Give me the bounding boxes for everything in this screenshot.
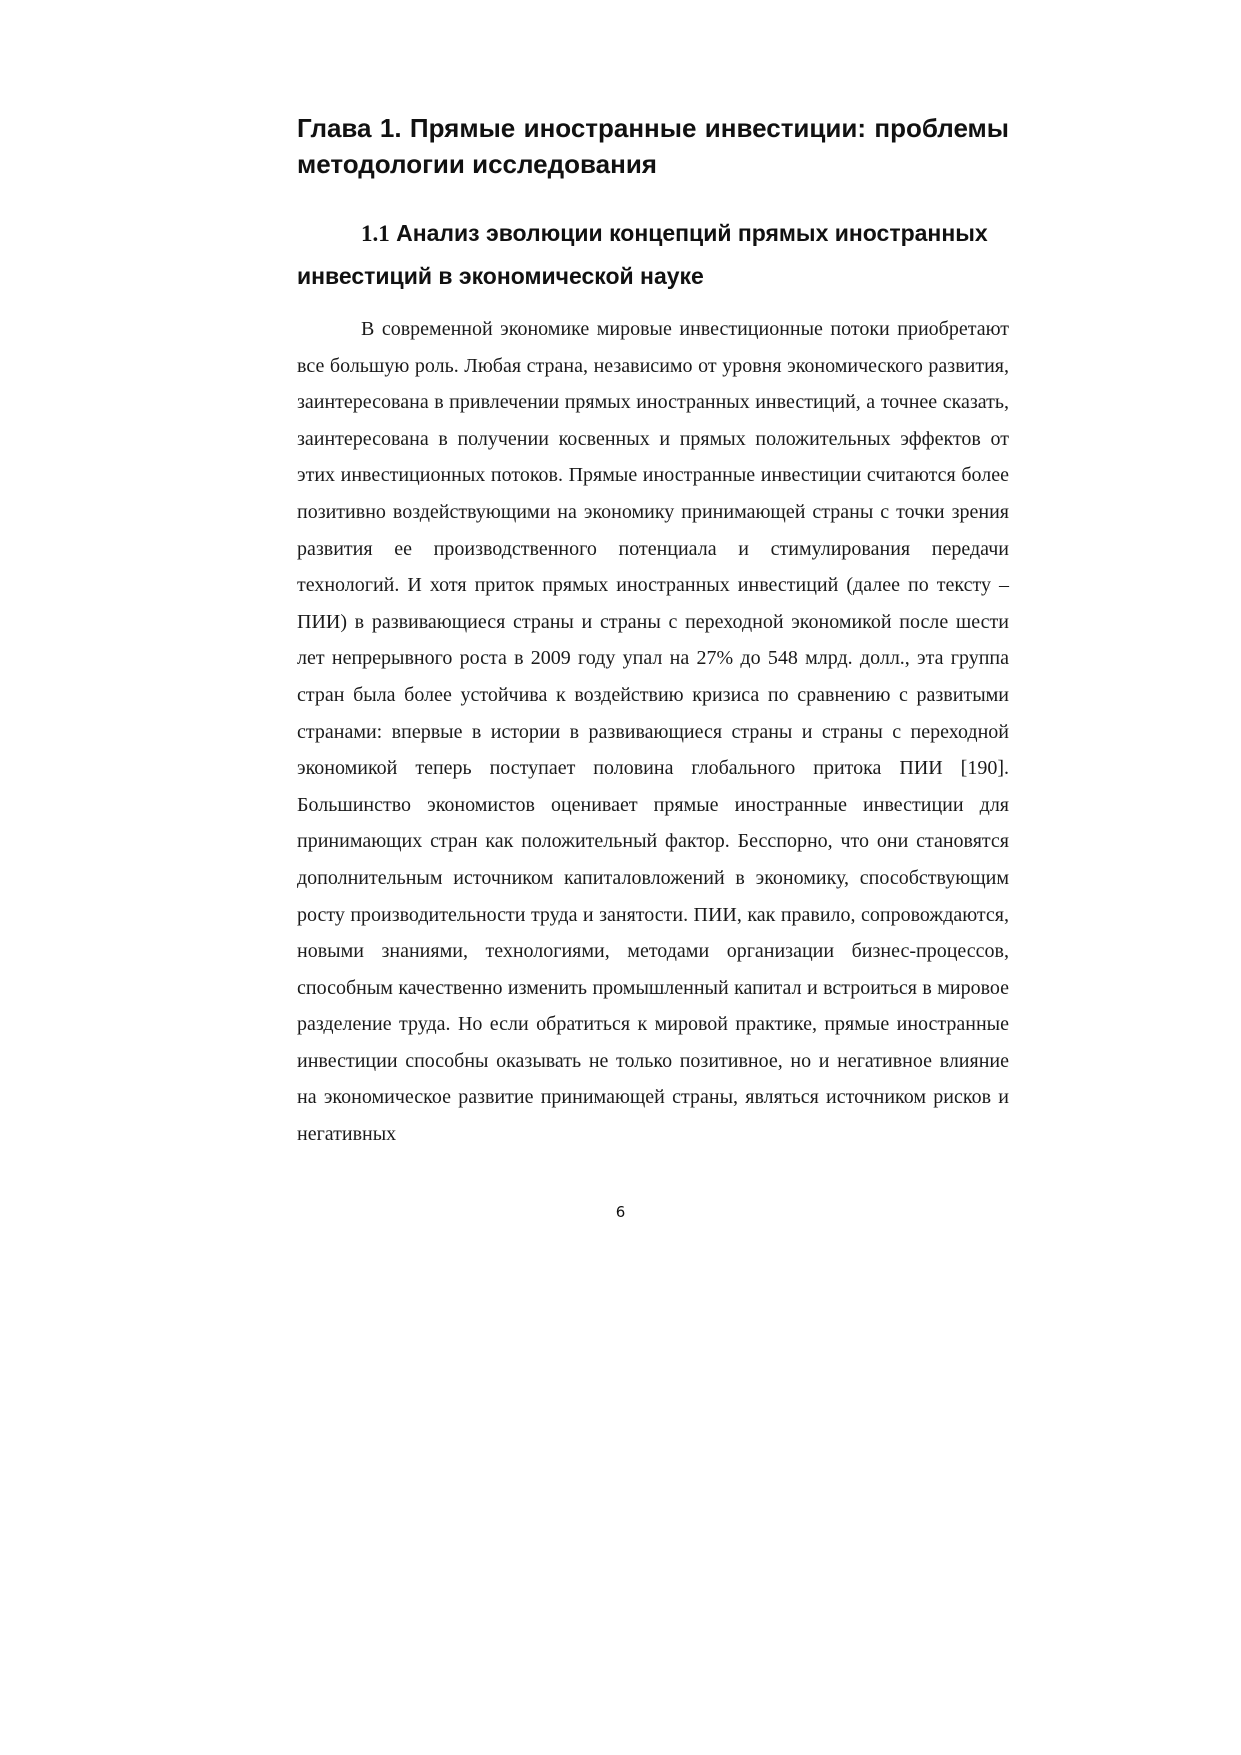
body-paragraph: В современной экономике мировые инвестиционные потоки приобретают все большую роль. Любая страна, независимо от уровня экономического развития, заинтересована в привлечении прямых иностранных инвестиций, а точнее сказать, заинтересована в получении косвенных и прямых положительных эффектов от этих инвестиционных потоков. Прямые иностранные инвестиции считаются более позитивно воздействующими на экономику принимающей страны с точки зрения развития ее производственного потенциала и стимулирования передачи технологий. И хотя приток прямых иностранных инвестиций (далее по тексту – ПИИ) в развивающиеся страны и страны с переходной экономикой после шести лет непрерывного роста в 2009 году упал на 27% до 548 млрд. долл., эта группа стран была более устойчива к воздействию кризиса по сравнению с развитыми странами: впервые в истории в развивающиеся страны и страны с переходной экономикой теперь поступает половина глобального притока ПИИ [190]. Большинство экономистов оценивает прямые иностранные инвестиции для принимающих стран как положительный фактор. Бесспорно, что они становятся дополнительным источником капиталовложений в экономику, способствующим росту производительности труда и занятости. ПИИ, как правило, сопровождаются, новыми знаниями, технологиями, методами организации бизнес-процессов, способным качественно изменить промышленный капитал и встроиться в мировое разделение труда. Но если обратиться к мировой практике, прямые иностранные инвестиции способны оказывать не только позитивное, но и негативное влияние на экономическое развитие принимающей страны, являться источником рисков и негативных (297, 318, 1009, 1146)
section-title: Анализ эволюции концепций прямых иностранных инвестиций в экономической науке (297, 220, 988, 289)
page-number: 6 (615, 1203, 626, 1221)
section-heading (297, 212, 1009, 297)
chapter-title: Глава 1. Прямые иностранные инвестиции: проблемы методологии исследования (297, 113, 1009, 179)
section-number: 1.1 (361, 221, 390, 246)
page-content (297, 110, 1009, 1153)
